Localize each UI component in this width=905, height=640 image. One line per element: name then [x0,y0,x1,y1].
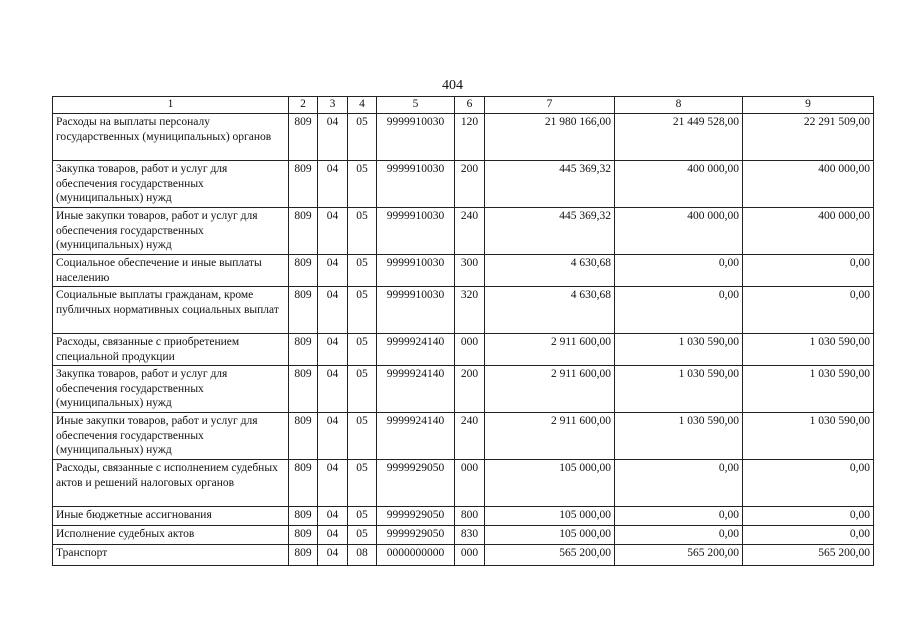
target-article-code: 9999924140 [377,366,455,413]
expense-name: Социальные выплаты гражданам, кроме публичных нормативных социальных выплат [53,287,289,334]
column-header: 2 [289,97,318,114]
amount-col7: 105 000,00 [485,526,615,545]
subsection-code: 05 [348,287,377,334]
target-article-code: 9999924140 [377,334,455,366]
target-article-code: 9999910030 [377,114,455,161]
amount-col8: 0,00 [615,507,743,526]
column-header: 7 [485,97,615,114]
table-row [53,366,874,413]
target-article-code: 9999929050 [377,460,455,507]
target-article-code: 9999910030 [377,255,455,287]
ministry-code: 809 [289,413,318,460]
amount-col8: 0,00 [615,526,743,545]
amount-col9: 0,00 [743,507,874,526]
column-header: 4 [348,97,377,114]
table-row [53,114,874,161]
section-code: 04 [318,208,348,255]
amount-col8: 565 200,00 [615,545,743,566]
subsection-code: 05 [348,208,377,255]
subsection-code: 05 [348,255,377,287]
amount-col8: 400 000,00 [615,161,743,208]
ministry-code: 809 [289,366,318,413]
ministry-code: 809 [289,208,318,255]
amount-col9: 0,00 [743,287,874,334]
table-row [53,526,874,545]
expense-name: Иные закупки товаров, работ и услуг для обеспечения государственных (муниципальных) нужд [53,208,289,255]
expense-name: Закупка товаров, работ и услуг для обеспечения государственных (муниципальных) нужд [53,366,289,413]
amount-col7: 565 200,00 [485,545,615,566]
ministry-code: 809 [289,161,318,208]
amount-col9: 400 000,00 [743,161,874,208]
amount-col8: 0,00 [615,255,743,287]
ministry-code: 809 [289,507,318,526]
table-row [53,545,874,566]
amount-col9: 0,00 [743,460,874,507]
section-code: 04 [318,334,348,366]
column-header: 9 [743,97,874,114]
subsection-code: 05 [348,460,377,507]
table-row [53,460,874,507]
amount-col7: 105 000,00 [485,507,615,526]
expense-name: Социальное обеспечение и иные выплаты населению [53,255,289,287]
table-row [53,413,874,460]
amount-col8: 0,00 [615,287,743,334]
section-code: 04 [318,545,348,566]
subsection-code: 05 [348,334,377,366]
amount-col9: 0,00 [743,255,874,287]
expense-name: Иные бюджетные ассигнования [53,507,289,526]
table-row [53,255,874,287]
expense-type-code: 240 [455,413,485,460]
budget-table [52,96,874,566]
amount-col9: 0,00 [743,526,874,545]
amount-col7: 21 980 166,00 [485,114,615,161]
section-code: 04 [318,161,348,208]
section-code: 04 [318,507,348,526]
amount-col8: 0,00 [615,460,743,507]
subsection-code: 05 [348,114,377,161]
section-code: 04 [318,255,348,287]
amount-col9: 565 200,00 [743,545,874,566]
expense-name: Исполнение судебных актов [53,526,289,545]
subsection-code: 05 [348,161,377,208]
section-code: 04 [318,526,348,545]
target-article-code: 9999929050 [377,507,455,526]
amount-col8: 1 030 590,00 [615,413,743,460]
column-header: 8 [615,97,743,114]
amount-col7: 105 000,00 [485,460,615,507]
amount-col8: 400 000,00 [615,208,743,255]
amount-col9: 22 291 509,00 [743,114,874,161]
expense-type-code: 830 [455,526,485,545]
section-code: 04 [318,366,348,413]
target-article-code: 9999910030 [377,161,455,208]
amount-col8: 1 030 590,00 [615,334,743,366]
expense-type-code: 000 [455,460,485,507]
ministry-code: 809 [289,287,318,334]
expense-type-code: 320 [455,287,485,334]
subsection-code: 05 [348,526,377,545]
expense-type-code: 200 [455,366,485,413]
target-article-code: 9999924140 [377,413,455,460]
subsection-code: 05 [348,366,377,413]
amount-col7: 445 369,32 [485,161,615,208]
amount-col9: 1 030 590,00 [743,413,874,460]
section-code: 04 [318,287,348,334]
table-row [53,507,874,526]
expense-name: Транспорт [53,545,289,566]
expense-type-code: 000 [455,545,485,566]
amount-col8: 1 030 590,00 [615,366,743,413]
section-code: 04 [318,114,348,161]
ministry-code: 809 [289,526,318,545]
ministry-code: 809 [289,334,318,366]
expense-type-code: 800 [455,507,485,526]
ministry-code: 809 [289,255,318,287]
target-article-code: 9999910030 [377,208,455,255]
table-row [53,208,874,255]
ministry-code: 809 [289,114,318,161]
page-number: 404 [442,78,463,93]
expense-type-code: 240 [455,208,485,255]
column-header: 3 [318,97,348,114]
expense-type-code: 120 [455,114,485,161]
subsection-code: 08 [348,545,377,566]
amount-col7: 4 630,68 [485,287,615,334]
expense-name: Расходы, связанные с исполнением судебных актов и решений налоговых органов [53,460,289,507]
column-header: 6 [455,97,485,114]
ministry-code: 809 [289,460,318,507]
section-code: 04 [318,460,348,507]
amount-col9: 1 030 590,00 [743,366,874,413]
table-row [53,161,874,208]
amount-col8: 21 449 528,00 [615,114,743,161]
amount-col7: 2 911 600,00 [485,334,615,366]
table-row [53,334,874,366]
target-article-code: 9999910030 [377,287,455,334]
amount-col7: 4 630,68 [485,255,615,287]
expense-type-code: 300 [455,255,485,287]
expense-type-code: 200 [455,161,485,208]
expense-name: Расходы на выплаты персоналу государственных (муниципальных) органов [53,114,289,161]
subsection-code: 05 [348,413,377,460]
ministry-code: 809 [289,545,318,566]
amount-col9: 1 030 590,00 [743,334,874,366]
amount-col9: 400 000,00 [743,208,874,255]
column-header: 5 [377,97,455,114]
expense-name: Расходы, связанные с приобретением специальной продукции [53,334,289,366]
amount-col7: 445 369,32 [485,208,615,255]
section-code: 04 [318,413,348,460]
expense-name: Закупка товаров, работ и услуг для обеспечения государственных (муниципальных) нужд [53,161,289,208]
header-row [53,97,874,114]
subsection-code: 05 [348,507,377,526]
expense-name: Иные закупки товаров, работ и услуг для обеспечения государственных (муниципальных) нужд [53,413,289,460]
amount-col7: 2 911 600,00 [485,413,615,460]
column-header: 1 [53,97,289,114]
target-article-code: 0000000000 [377,545,455,566]
expense-type-code: 000 [455,334,485,366]
table-row [53,287,874,334]
target-article-code: 9999929050 [377,526,455,545]
amount-col7: 2 911 600,00 [485,366,615,413]
